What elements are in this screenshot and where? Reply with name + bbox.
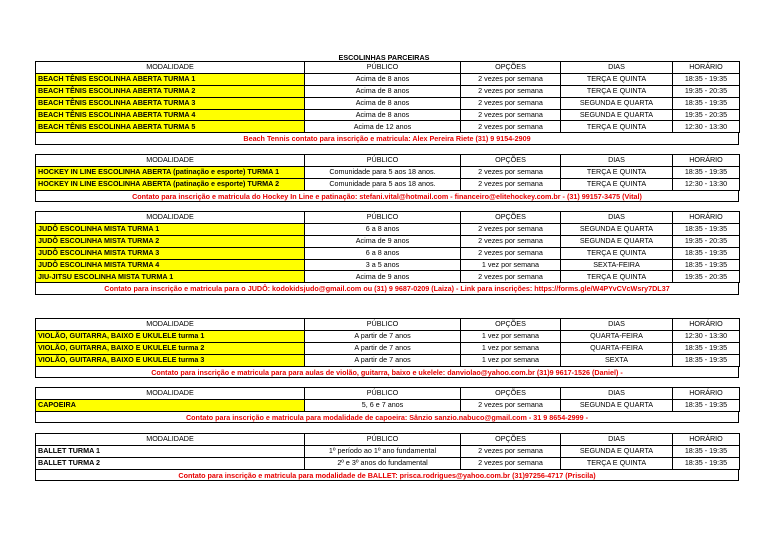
audience-cell: Acima de 9 anos xyxy=(305,271,461,283)
table-row xyxy=(36,354,740,366)
table-row xyxy=(36,271,740,283)
options-cell: 2 vezes por semana xyxy=(461,399,561,411)
time-cell: 12:30 - 13:30 xyxy=(673,330,740,342)
days-cell: QUARTA-FEIRA xyxy=(561,330,673,342)
modality-cell: BEACH TÊNIS ESCOLINHA ABERTA TURMA 1 xyxy=(36,73,305,85)
options-cell: 2 vezes por semana xyxy=(461,85,561,97)
schedule-table xyxy=(35,387,740,412)
days-cell: SEGUNDA E QUARTA xyxy=(561,97,673,109)
options-cell: 2 vezes por semana xyxy=(461,97,561,109)
table-row xyxy=(36,85,740,97)
column-header: HORÁRIO xyxy=(673,434,740,446)
column-header: OPÇÕES xyxy=(461,212,561,224)
options-cell: 2 vezes por semana xyxy=(461,223,561,235)
time-cell: 19:35 - 20:35 xyxy=(673,271,740,283)
section-block xyxy=(35,318,739,378)
days-cell: TERÇA E QUINTA xyxy=(561,457,673,469)
column-header: PÚBLICO xyxy=(305,62,461,74)
modality-cell: JUDÔ ESCOLINHA MISTA TURMA 1 xyxy=(36,223,305,235)
days-cell: SEGUNDA E QUARTA xyxy=(561,445,673,457)
audience-cell: Acima de 8 anos xyxy=(305,73,461,85)
days-cell: TERÇA E QUINTA xyxy=(561,73,673,85)
days-cell: TERÇA E QUINTA xyxy=(561,166,673,178)
options-cell: 2 vezes por semana xyxy=(461,271,561,283)
options-cell: 1 vez por semana xyxy=(461,330,561,342)
contact-line: Beach Tennis contato para inscrição e matricula: Alex Pereira Riete (31) 9 9154-2909 xyxy=(35,133,739,145)
audience-cell: Acima de 8 anos xyxy=(305,97,461,109)
column-header: DIAS xyxy=(561,319,673,331)
contact-line: Contato para inscrição e matricula do Hockey In Line e patinação: stefani.vital@hotmail.com - financeiro@elitehockey.com.br - (31) 99157-3475 (Vital) xyxy=(35,191,739,203)
table-row xyxy=(36,259,740,271)
column-header: DIAS xyxy=(561,62,673,74)
table-row xyxy=(36,178,740,190)
header-row xyxy=(36,434,740,446)
modality-cell: VIOLÃO, GUITARRA, BAIXO E UKULELE turma 3 xyxy=(36,354,305,366)
options-cell: 2 vezes por semana xyxy=(461,73,561,85)
contact-line: Contato para inscrição e matricula para para aulas de violão, guitarra, baixo e ukelele: danviolao@yahoo.com.br (31)9 9617-1526 (Daniel) - xyxy=(35,367,739,379)
time-cell: 12:30 - 13:30 xyxy=(673,121,740,133)
audience-cell: Comunidade para 5 aos 18 anos. xyxy=(305,166,461,178)
time-cell: 18:35 - 19:35 xyxy=(673,97,740,109)
table-row xyxy=(36,235,740,247)
time-cell: 18:35 - 19:35 xyxy=(673,259,740,271)
column-header: HORÁRIO xyxy=(673,212,740,224)
time-cell: 18:35 - 19:35 xyxy=(673,73,740,85)
days-cell: SEXTA-FEIRA xyxy=(561,259,673,271)
table-row xyxy=(36,330,740,342)
modality-cell: BEACH TÊNIS ESCOLINHA ABERTA TURMA 2 xyxy=(36,85,305,97)
table-row xyxy=(36,223,740,235)
table-row xyxy=(36,247,740,259)
column-header: MODALIDADE xyxy=(36,319,305,331)
time-cell: 18:35 - 19:35 xyxy=(673,445,740,457)
column-header: DIAS xyxy=(561,388,673,400)
column-header: MODALIDADE xyxy=(36,388,305,400)
table-row xyxy=(36,109,740,121)
time-cell: 18:35 - 19:35 xyxy=(673,223,740,235)
modality-cell: JUDÔ ESCOLINHA MISTA TURMA 3 xyxy=(36,247,305,259)
days-cell: QUARTA-FEIRA xyxy=(561,342,673,354)
time-cell: 12:30 - 13:30 xyxy=(673,178,740,190)
modality-cell: HOCKEY IN LINE ESCOLINHA ABERTA (patinação e esporte) TURMA 2 xyxy=(36,178,305,190)
audience-cell: A partir de 7 anos xyxy=(305,342,461,354)
header-row xyxy=(36,155,740,167)
time-cell: 18:35 - 19:35 xyxy=(673,247,740,259)
column-header: PÚBLICO xyxy=(305,155,461,167)
table-row xyxy=(36,73,740,85)
modality-cell: JUDÔ ESCOLINHA MISTA TURMA 2 xyxy=(36,235,305,247)
contact-line: Contato para inscrição e matricula para o JUDÔ: kodokidsjudo@gmail.com ou (31) 9 9687-0209 (Laiza) - Link para inscrições: https://forms.gle/W4PYvCVcWsry7DL37 xyxy=(35,283,739,295)
options-cell: 2 vezes por semana xyxy=(461,235,561,247)
table-row xyxy=(36,445,740,457)
table-row xyxy=(36,166,740,178)
modality-cell: HOCKEY IN LINE ESCOLINHA ABERTA (patinação e esporte) TURMA 1 xyxy=(36,166,305,178)
section-block xyxy=(35,211,739,295)
column-header: PÚBLICO xyxy=(305,388,461,400)
options-cell: 2 vezes por semana xyxy=(461,109,561,121)
time-cell: 19:35 - 20:35 xyxy=(673,85,740,97)
options-cell: 2 vezes por semana xyxy=(461,166,561,178)
audience-cell: Acima de 12 anos xyxy=(305,121,461,133)
column-header: DIAS xyxy=(561,155,673,167)
section-block xyxy=(35,387,739,423)
time-cell: 18:35 - 19:35 xyxy=(673,399,740,411)
options-cell: 2 vezes por semana xyxy=(461,247,561,259)
options-cell: 2 vezes por semana xyxy=(461,178,561,190)
audience-cell: Acima de 9 anos xyxy=(305,235,461,247)
modality-cell: JIU-JITSU ESCOLINHA MISTA TURMA 1 xyxy=(36,271,305,283)
column-header: PÚBLICO xyxy=(305,212,461,224)
table-row xyxy=(36,121,740,133)
time-cell: 18:35 - 19:35 xyxy=(673,457,740,469)
audience-cell: 3 a 5 anos xyxy=(305,259,461,271)
column-header: HORÁRIO xyxy=(673,62,740,74)
audience-cell: 1º período ao 1º ano fundamental xyxy=(305,445,461,457)
column-header: HORÁRIO xyxy=(673,388,740,400)
column-header: PÚBLICO xyxy=(305,434,461,446)
section-block xyxy=(35,154,739,202)
time-cell: 18:35 - 19:35 xyxy=(673,166,740,178)
modality-cell: BEACH TÊNIS ESCOLINHA ABERTA TURMA 4 xyxy=(36,109,305,121)
modality-cell: VIOLÃO, GUITARRA, BAIXO E UKULELE turma 1 xyxy=(36,330,305,342)
options-cell: 1 vez por semana xyxy=(461,342,561,354)
modality-cell: CAPOEIRA xyxy=(36,399,305,411)
schedule-table xyxy=(35,61,740,133)
header-row xyxy=(36,62,740,74)
modality-cell: JUDÔ ESCOLINHA MISTA TURMA 4 xyxy=(36,259,305,271)
audience-cell: 6 a 8 anos xyxy=(305,223,461,235)
column-header: DIAS xyxy=(561,212,673,224)
time-cell: 18:35 - 19:35 xyxy=(673,342,740,354)
days-cell: SEGUNDA E QUARTA xyxy=(561,235,673,247)
column-header: MODALIDADE xyxy=(36,155,305,167)
days-cell: SEGUNDA E QUARTA xyxy=(561,223,673,235)
audience-cell: Acima de 8 anos xyxy=(305,109,461,121)
column-header: DIAS xyxy=(561,434,673,446)
days-cell: TERÇA E QUINTA xyxy=(561,247,673,259)
contact-line: Contato para inscrição e matricula para modalidade de capoeira: Sânzio sanzio.nabuco@gmail.com - 31 9 8654-2999 - xyxy=(35,412,739,424)
audience-cell: Acima de 8 anos xyxy=(305,85,461,97)
section-block xyxy=(35,433,739,481)
column-header: PÚBLICO xyxy=(305,319,461,331)
days-cell: TERÇA E QUINTA xyxy=(561,178,673,190)
audience-cell: A partir de 7 anos xyxy=(305,354,461,366)
modality-cell: BALLET TURMA 1 xyxy=(36,445,305,457)
schedule-table xyxy=(35,211,740,283)
table-row xyxy=(36,97,740,109)
options-cell: 1 vez por semana xyxy=(461,259,561,271)
modality-cell: VIOLÃO, GUITARRA, BAIXO E UKULELE turma 2 xyxy=(36,342,305,354)
page-title: ESCOLINHAS PARCEIRAS xyxy=(338,53,430,62)
modality-cell: BEACH TÊNIS ESCOLINHA ABERTA TURMA 5 xyxy=(36,121,305,133)
time-cell: 19:35 - 20:35 xyxy=(673,235,740,247)
table-row xyxy=(36,342,740,354)
audience-cell: 2º e 3º anos do fundamental xyxy=(305,457,461,469)
audience-cell: 5, 6 e 7 anos xyxy=(305,399,461,411)
time-cell: 18:35 - 19:35 xyxy=(673,354,740,366)
days-cell: TERÇA E QUINTA xyxy=(561,85,673,97)
table-row xyxy=(36,399,740,411)
contact-line: Contato para inscrição e matricula para modalidade de BALLET: prisca.rodrigues@yahoo.com.br (31)97256-4717 (Priscila) xyxy=(35,470,739,482)
days-cell: TERÇA E QUINTA xyxy=(561,271,673,283)
options-cell: 1 vez por semana xyxy=(461,354,561,366)
column-header: OPÇÕES xyxy=(461,319,561,331)
section-block xyxy=(35,61,739,145)
schedule-table xyxy=(35,318,740,367)
schedule-table xyxy=(35,154,740,191)
options-cell: 2 vezes por semana xyxy=(461,457,561,469)
options-cell: 2 vezes por semana xyxy=(461,445,561,457)
modality-cell: BALLET TURMA 2 xyxy=(36,457,305,469)
header-row xyxy=(36,212,740,224)
column-header: MODALIDADE xyxy=(36,434,305,446)
column-header: MODALIDADE xyxy=(36,62,305,74)
column-header: MODALIDADE xyxy=(36,212,305,224)
days-cell: TERÇA E QUINTA xyxy=(561,121,673,133)
audience-cell: A partir de 7 anos xyxy=(305,330,461,342)
schedule-table xyxy=(35,433,740,470)
days-cell: SEGUNDA E QUARTA xyxy=(561,109,673,121)
column-header: HORÁRIO xyxy=(673,319,740,331)
column-header: OPÇÕES xyxy=(461,155,561,167)
column-header: OPÇÕES xyxy=(461,388,561,400)
header-row xyxy=(36,388,740,400)
header-row xyxy=(36,319,740,331)
column-header: OPÇÕES xyxy=(461,434,561,446)
days-cell: SEGUNDA E QUARTA xyxy=(561,399,673,411)
time-cell: 19:35 - 20:35 xyxy=(673,109,740,121)
column-header: OPÇÕES xyxy=(461,62,561,74)
table-row xyxy=(36,457,740,469)
audience-cell: 6 a 8 anos xyxy=(305,247,461,259)
column-header: HORÁRIO xyxy=(673,155,740,167)
audience-cell: Comunidade para 5 aos 18 anos. xyxy=(305,178,461,190)
days-cell: SEXTA xyxy=(561,354,673,366)
options-cell: 2 vezes por semana xyxy=(461,121,561,133)
modality-cell: BEACH TÊNIS ESCOLINHA ABERTA TURMA 3 xyxy=(36,97,305,109)
